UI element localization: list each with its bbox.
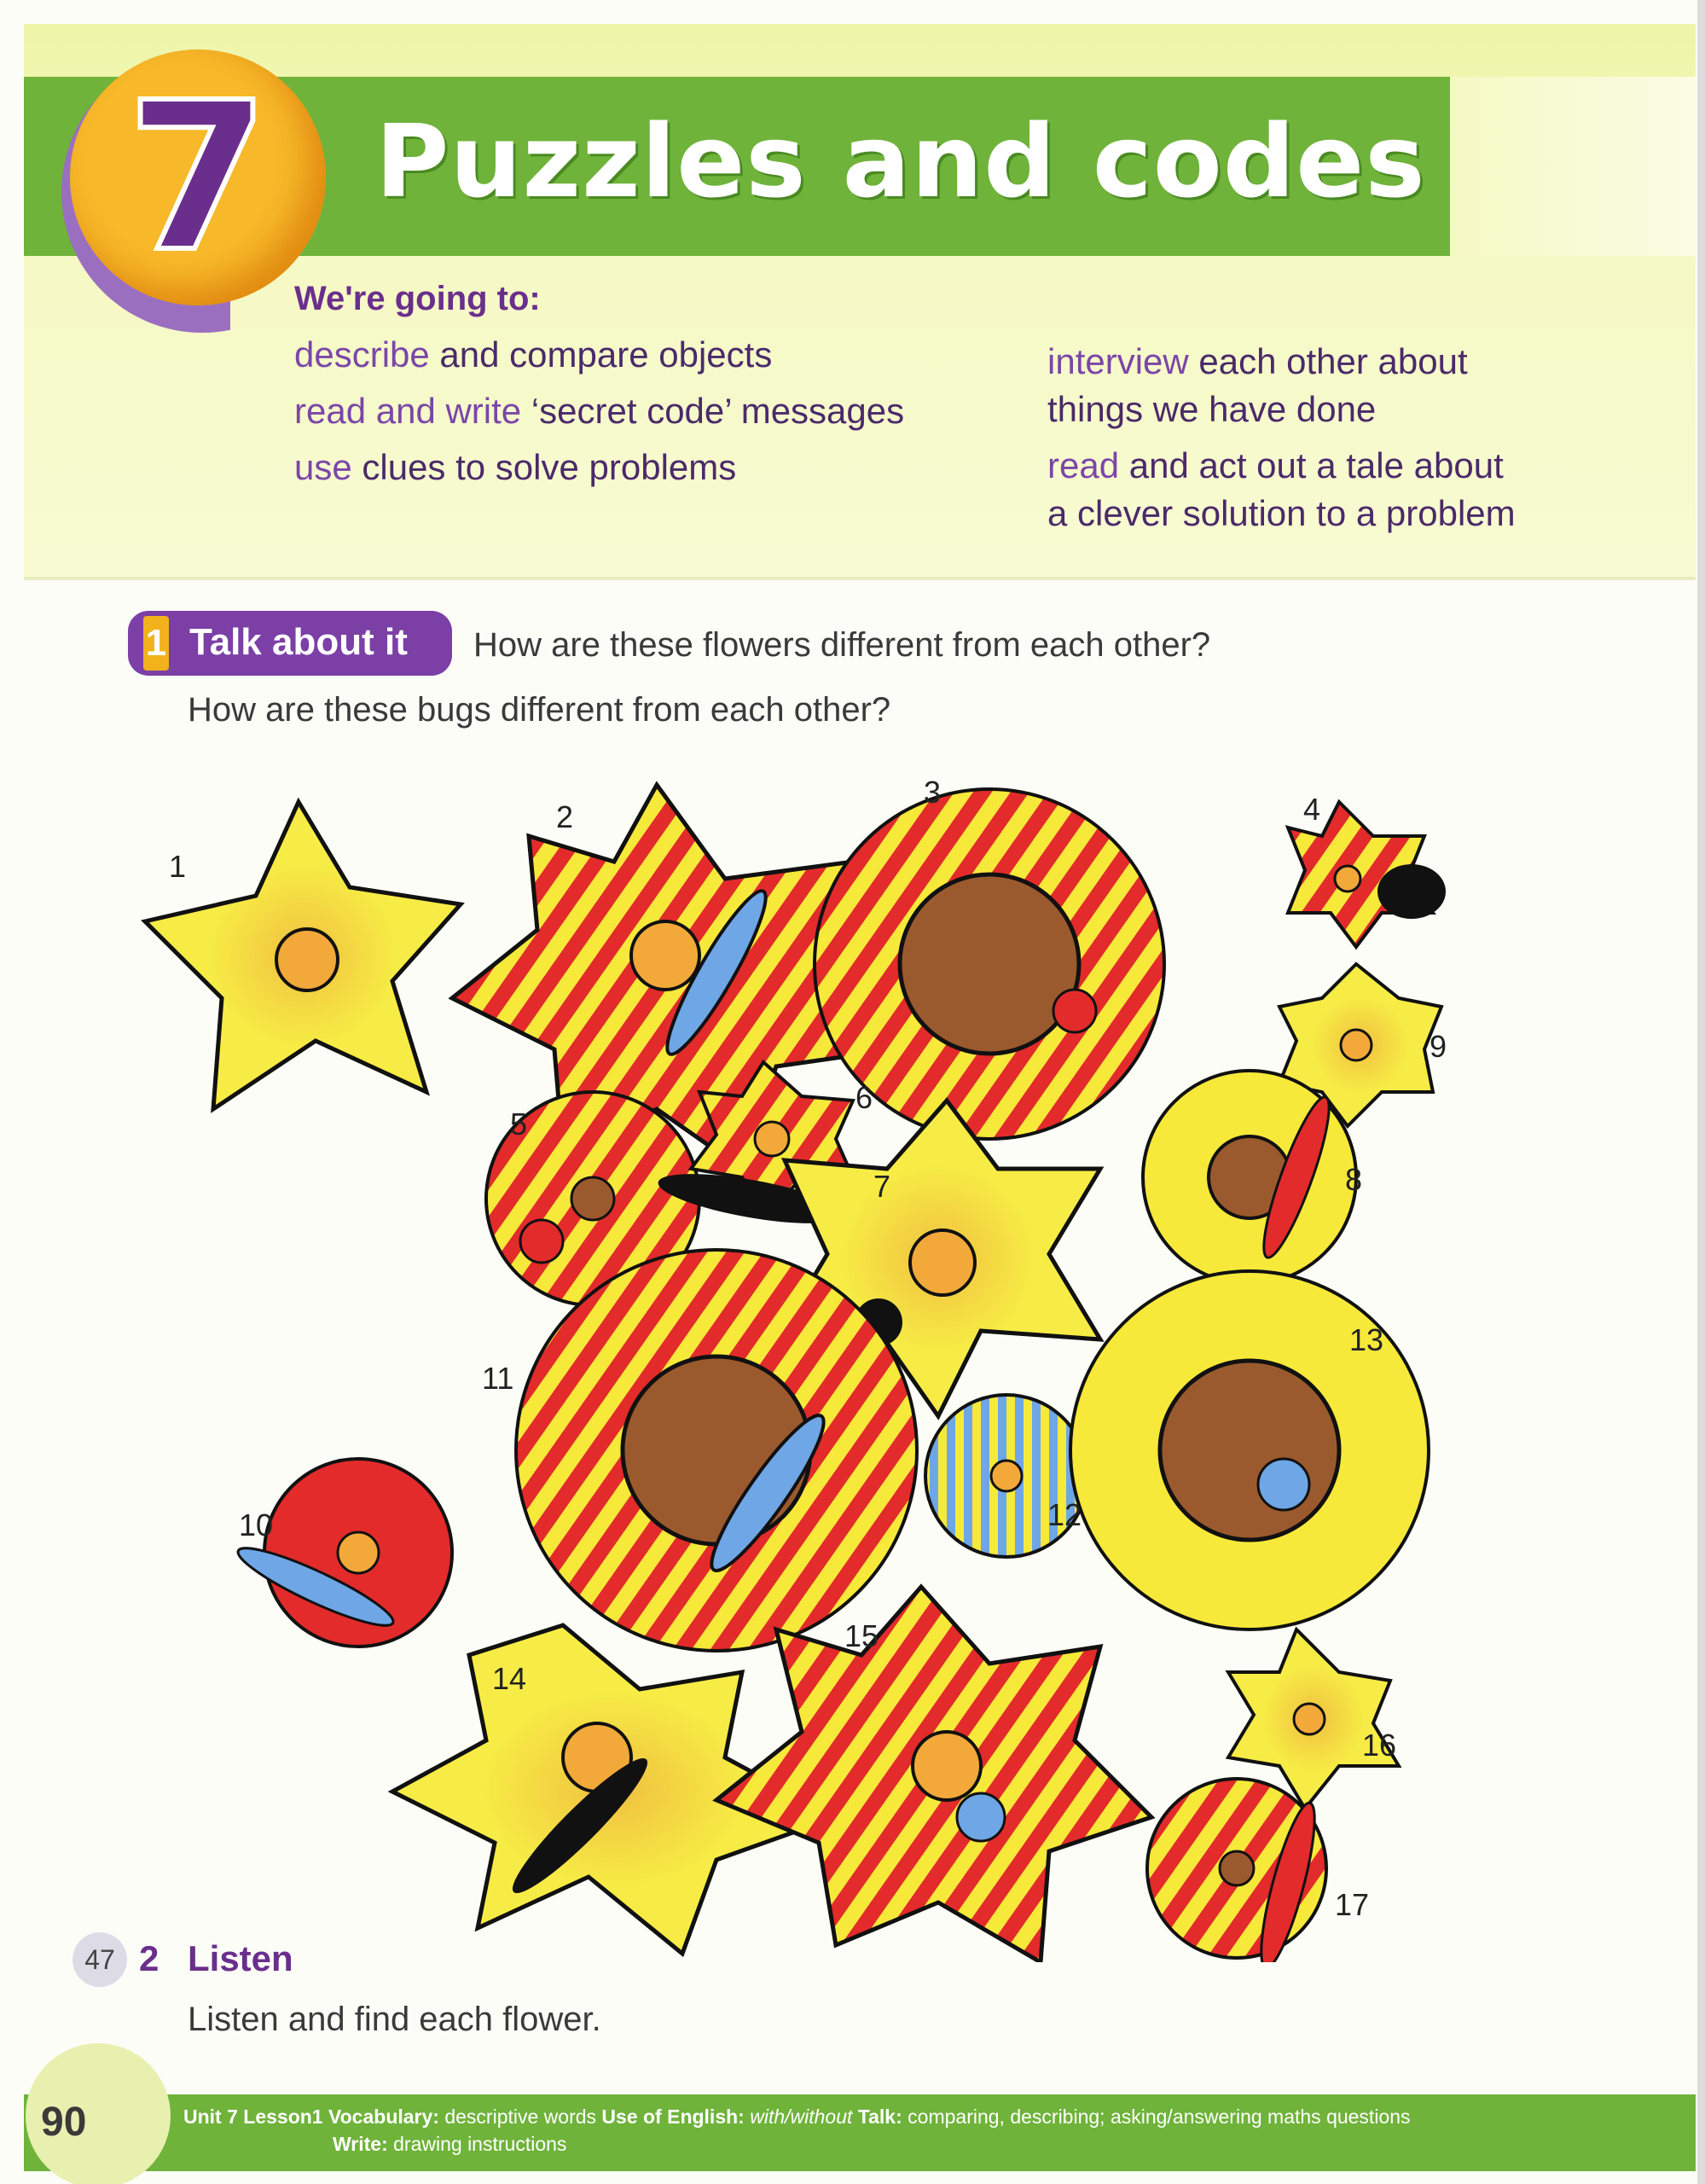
goal-right-2: things we have done [1047, 389, 1377, 429]
flower-15 [716, 1587, 1151, 1962]
flower-17 [1147, 1779, 1326, 1962]
section-2-instruction: Listen and find each flower. [188, 2001, 601, 2038]
goal-left-2: read and write ‘secret code’ messages [294, 391, 905, 431]
goal-left-3: use clues to solve problems [294, 447, 737, 487]
audio-track-icon[interactable]: 47 [72, 1932, 127, 1987]
flower-label-16: 16 [1362, 1728, 1397, 1763]
flower-label-2: 2 [556, 799, 574, 834]
unit-title: Puzzles and codes [375, 102, 1426, 220]
header-divider [24, 577, 1696, 580]
page-number: 90 [41, 2100, 87, 2145]
flower-label-3: 3 [924, 775, 942, 810]
flower-10 [232, 1459, 452, 1647]
goal-right-3: read and act out a tale about [1047, 445, 1504, 485]
section-1-question-2: How are these bugs different from each other? [188, 691, 891, 729]
flower-8 [1143, 1071, 1356, 1284]
footer-curriculum-line-1: Unit 7 Lesson1 Vocabulary: descriptive words Use of English: with/without Talk: comparing, describing; asking/answering maths questions [183, 2106, 1411, 2128]
section-1-title: Talk about it [189, 621, 408, 663]
section-1-question-1: How are these flowers different from each other? [473, 626, 1211, 664]
flower-label-12: 12 [1047, 1497, 1082, 1532]
flower-label-10: 10 [239, 1507, 274, 1542]
flower-label-6: 6 [855, 1080, 873, 1115]
flower-label-1: 1 [169, 849, 187, 884]
flower-label-11: 11 [482, 1361, 514, 1396]
section-2-title: Listen [188, 1938, 293, 1978]
goal-right-4: a clever solution to a problem [1047, 493, 1516, 533]
unit-number: 7 [126, 58, 270, 297]
section-1-number: 1 [143, 616, 169, 671]
flower-label-9: 9 [1430, 1029, 1447, 1064]
flower-label-5: 5 [510, 1107, 528, 1141]
flowers-illustration [128, 768, 1493, 1962]
flower-11 [516, 1250, 917, 1651]
flower-label-14: 14 [492, 1661, 527, 1696]
goal-left-1: describe and compare objects [294, 334, 773, 375]
flower-label-13: 13 [1349, 1322, 1384, 1357]
flower-1 [145, 802, 461, 1109]
goals-heading: We're going to: [294, 280, 541, 317]
flower-label-17: 17 [1335, 1887, 1370, 1922]
title-bar-fade [1450, 77, 1696, 256]
footer-curriculum-line-2: Write: drawing instructions [333, 2133, 567, 2155]
flower-label-8: 8 [1345, 1162, 1363, 1197]
flower-label-7: 7 [873, 1169, 891, 1204]
section-2-number: 2 [139, 1938, 159, 1978]
flower-label-15: 15 [844, 1618, 879, 1653]
goal-right-1: interview each other about [1047, 341, 1468, 381]
page-edge [1697, 0, 1705, 2184]
flower-label-4: 4 [1303, 792, 1321, 827]
